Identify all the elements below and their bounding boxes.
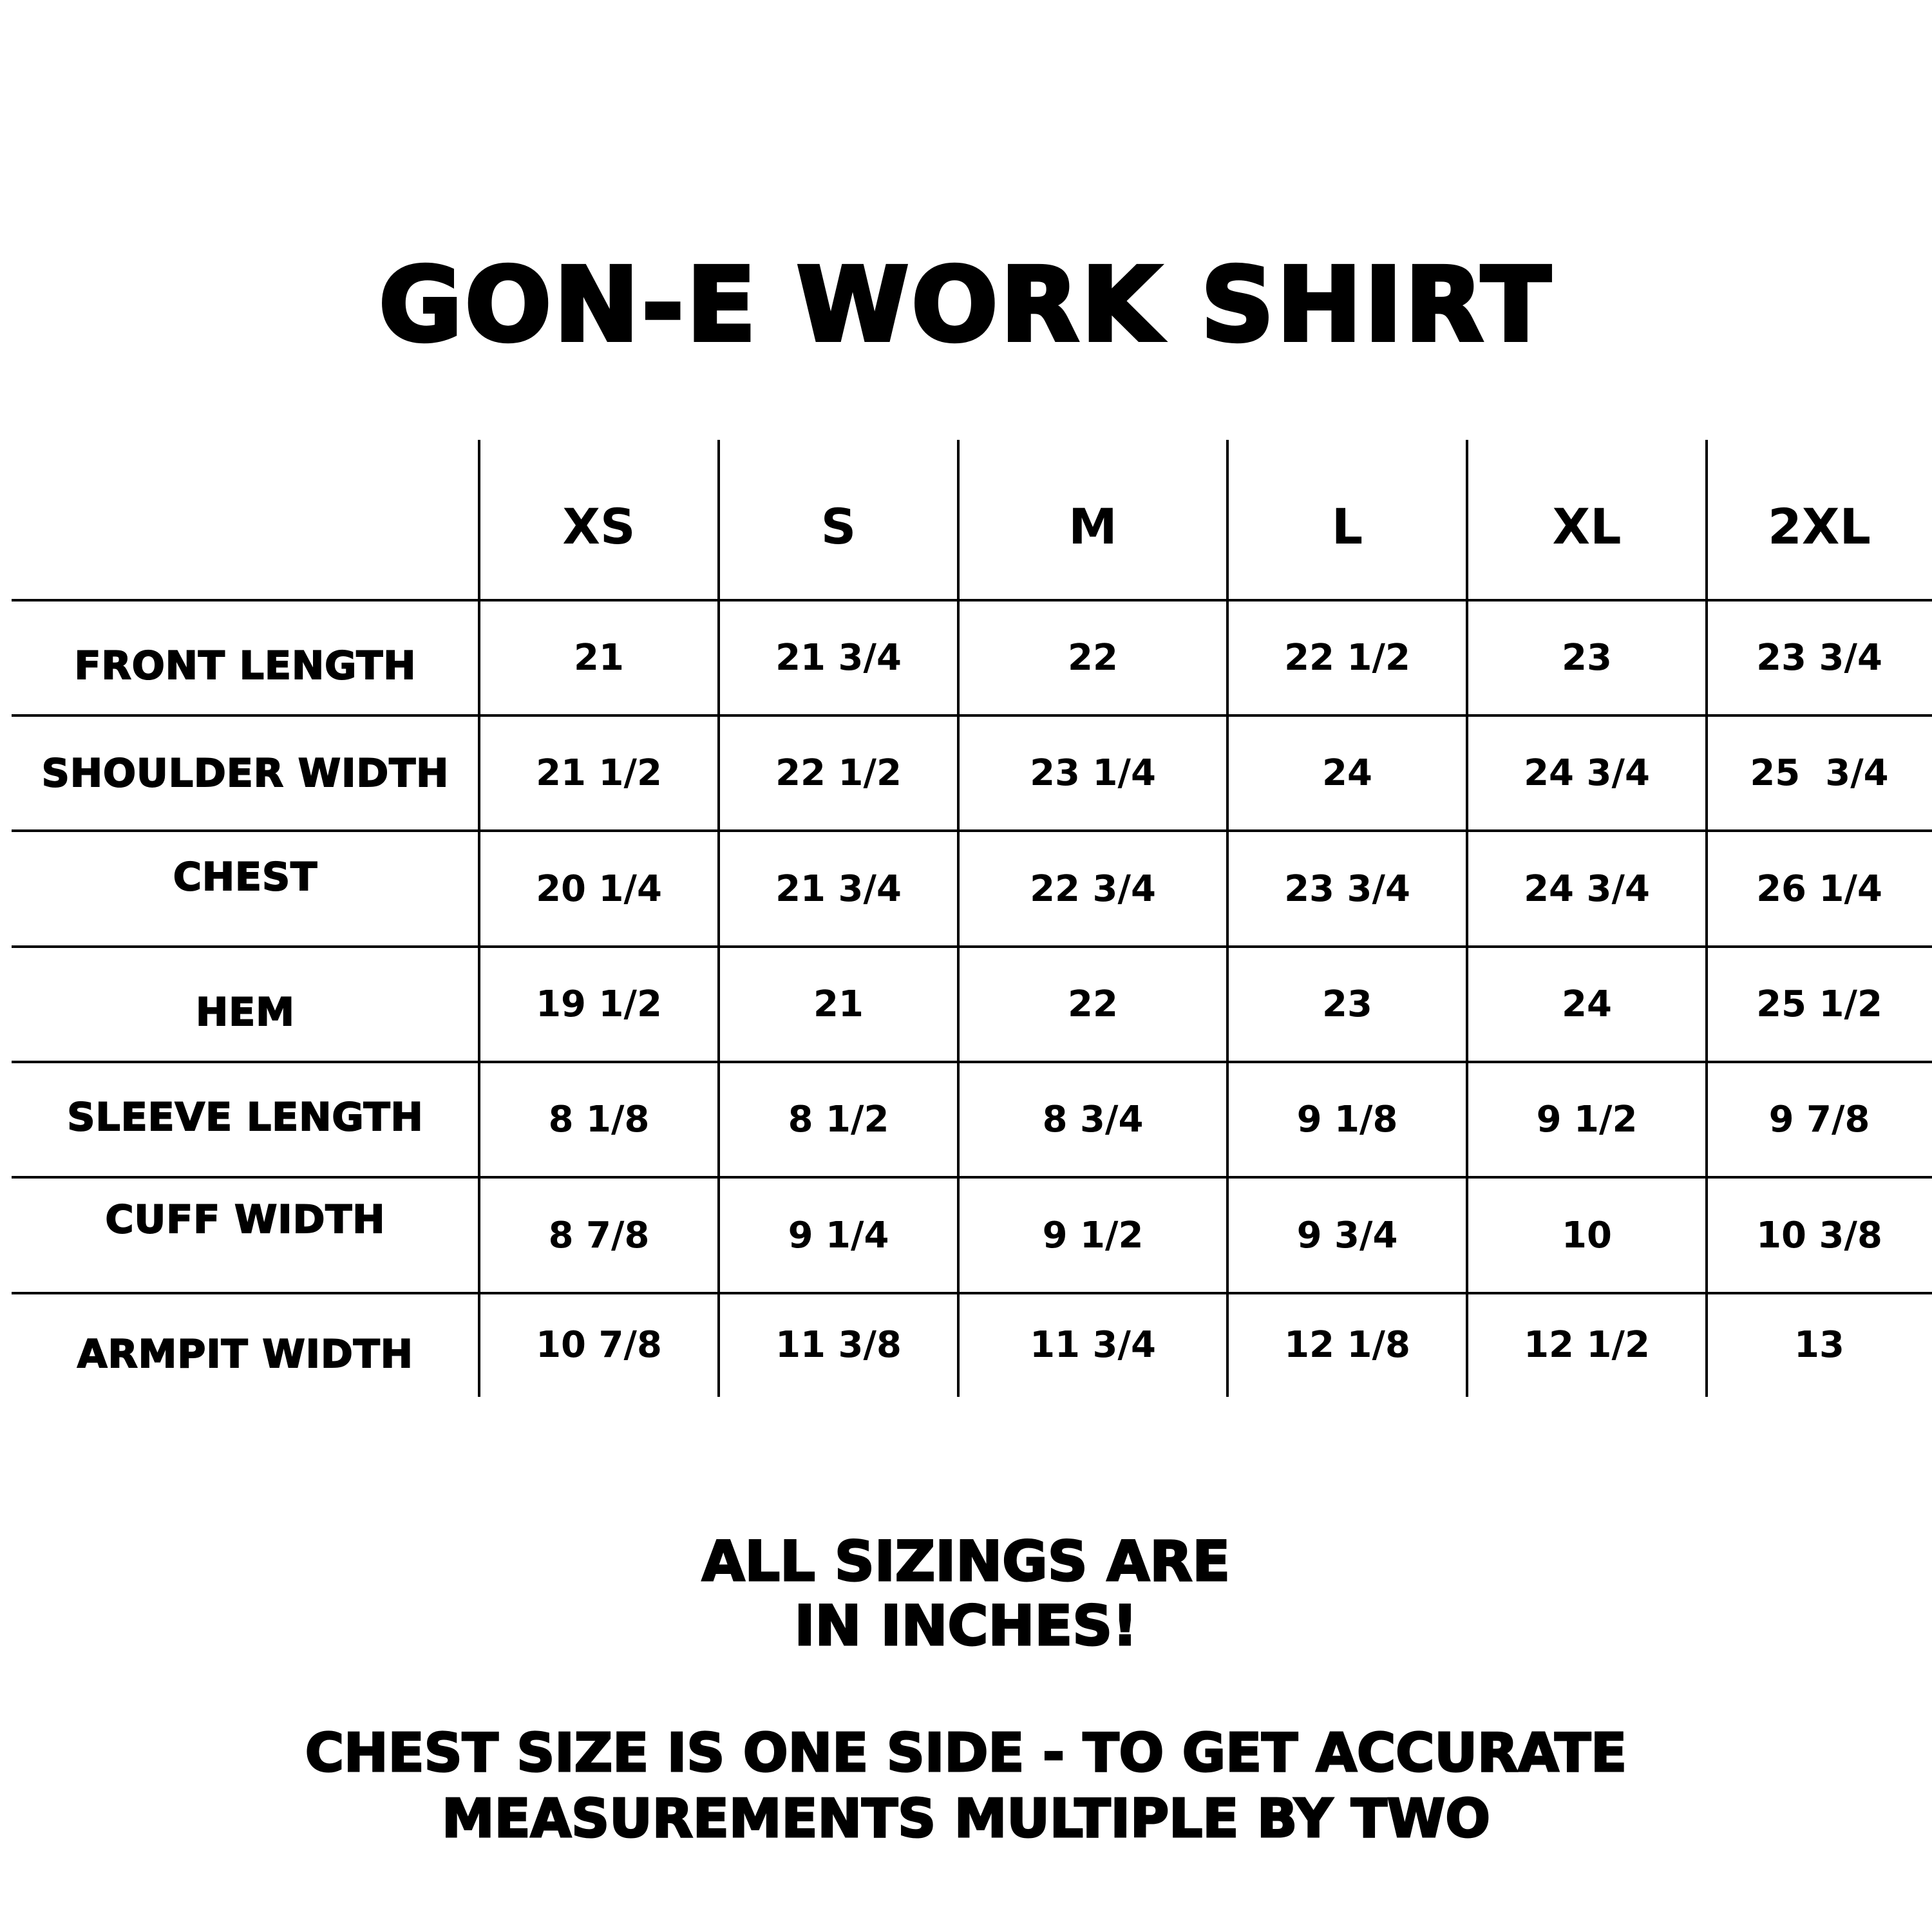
table-cell: 21 3/4 — [775, 637, 902, 679]
table-cell: 19 1/2 — [536, 983, 662, 1025]
size-header-l: L — [1331, 498, 1363, 555]
size-header-2xl: 2XL — [1768, 498, 1871, 555]
table-cell: 8 1/8 — [548, 1099, 650, 1141]
table-cell: 8 7/8 — [548, 1214, 650, 1256]
table-cell: 21 — [813, 983, 864, 1025]
table-cell: 9 7/8 — [1768, 1099, 1870, 1141]
table-cell: 24 — [1562, 983, 1612, 1025]
row-label-cuff-width: CUFF WIDTH — [105, 1197, 386, 1242]
table-cell: 10 — [1562, 1214, 1612, 1256]
table-cell: 24 — [1322, 752, 1372, 794]
table-cell: 22 1/2 — [775, 752, 902, 794]
table-cell: 21 3/4 — [775, 867, 902, 910]
size-header-s: S — [820, 498, 857, 555]
table-cell: 12 1/8 — [1284, 1324, 1410, 1366]
table-cell: 22 — [1068, 983, 1118, 1025]
table-cell: 23 1/4 — [1030, 752, 1156, 794]
table-cell: 11 3/8 — [775, 1324, 902, 1366]
row-label-shoulder-width: SHOULDER WIDTH — [41, 750, 450, 796]
table-cell: 12 1/2 — [1524, 1324, 1650, 1366]
size-header-xs: XS — [562, 498, 636, 555]
table-cell: 21 — [574, 637, 624, 679]
table-cell: 9 1/8 — [1296, 1099, 1398, 1141]
table-cell: 10 7/8 — [536, 1324, 662, 1366]
table-cell: 13 — [1794, 1324, 1844, 1366]
row-label-chest: CHEST — [173, 855, 318, 900]
table-cell: 9 1/4 — [788, 1214, 889, 1256]
chest-note-line-1: CHEST SIZE IS ONE SIDE - TO GET ACCURATE — [305, 1723, 1627, 1784]
row-label-sleeve-length: SLEEVE LENGTH — [67, 1094, 424, 1140]
table-cell: 8 3/4 — [1042, 1099, 1144, 1141]
table-cell: 9 3/4 — [1296, 1214, 1398, 1256]
table-cell: 8 1/2 — [788, 1099, 889, 1141]
table-cell: 24 3/4 — [1524, 752, 1650, 794]
table-cell: 22 — [1068, 637, 1118, 679]
table-cell: 24 3/4 — [1524, 867, 1650, 910]
table-cell: 25 1/2 — [1756, 983, 1882, 1025]
size-header-m: M — [1068, 498, 1117, 555]
chart-title: GON-E WORK SHIRT — [379, 246, 1553, 365]
units-note-line-2: IN INCHES! — [794, 1594, 1138, 1658]
table-cell: 22 3/4 — [1030, 867, 1156, 910]
row-label-hem: HEM — [196, 989, 295, 1035]
units-note-line-1: ALL SIZINGS ARE — [701, 1530, 1231, 1594]
row-label-armpit-width: ARMPIT WIDTH — [77, 1331, 413, 1377]
table-cell: 25 3/4 — [1750, 752, 1889, 794]
table-cell: 10 3/8 — [1756, 1214, 1882, 1256]
table-cell: 26 1/4 — [1756, 867, 1882, 910]
table-cell: 23 — [1562, 637, 1612, 679]
table-cell: 21 1/2 — [536, 752, 662, 794]
row-label-front-length: FRONT LENGTH — [74, 643, 417, 688]
table-cell: 9 1/2 — [1536, 1099, 1638, 1141]
size-header-xl: XL — [1552, 498, 1622, 555]
size-chart-table — [12, 440, 1932, 1397]
table-cell: 23 — [1322, 983, 1372, 1025]
table-cell: 9 1/2 — [1042, 1214, 1144, 1256]
units-note — [0, 1530, 1932, 1658]
table-cell: 11 3/4 — [1030, 1324, 1156, 1366]
chest-note-line-2: MEASUREMENTS MULTIPLE BY TWO — [442, 1788, 1490, 1850]
table-cell: 23 3/4 — [1756, 637, 1882, 679]
table-cell: 20 1/4 — [536, 867, 662, 910]
table-cell: 23 3/4 — [1284, 867, 1410, 910]
table-cell: 22 1/2 — [1284, 637, 1410, 679]
chest-note — [0, 1721, 1932, 1852]
